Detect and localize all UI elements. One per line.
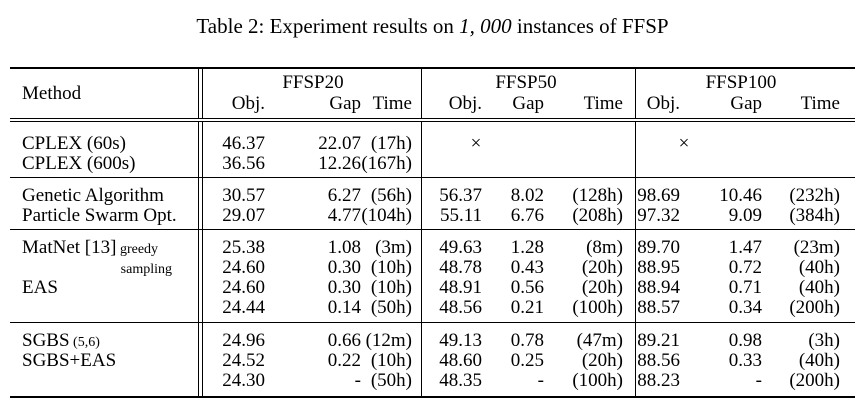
time-cell: (56h) <box>370 185 412 206</box>
obj-cell: 56.37 <box>439 185 482 206</box>
time-cell: (40h) <box>798 257 840 278</box>
obj-cell: 25.38 <box>222 237 265 258</box>
method-variant: sampling <box>120 262 172 277</box>
time-cell: (100h) <box>572 370 623 391</box>
gap-cell: 1.47 <box>728 237 762 258</box>
gap-cell: 0.22 <box>327 350 361 371</box>
gap-cell: 0.71 <box>728 277 762 298</box>
obj-cell: 89.21 <box>637 330 680 351</box>
obj-cell: 24.30 <box>222 370 265 391</box>
gap-cell: 1.08 <box>327 237 361 258</box>
time-cell: (50h) <box>370 297 412 318</box>
method-name: Particle Swarm Opt. <box>22 205 177 226</box>
method-label <box>22 186 164 206</box>
time-cell: (384h) <box>789 205 840 226</box>
obj-cell: 24.60 <box>222 257 265 278</box>
gap-cell: 12.26 <box>318 153 361 174</box>
horizontal-rule <box>10 67 855 69</box>
subcol-header-obj: Obj. <box>448 93 482 114</box>
horizontal-rule <box>10 322 855 323</box>
method-name: EAS <box>22 277 58 298</box>
time-cell: (167h) <box>361 153 412 174</box>
gap-cell: 0.78 <box>510 330 544 351</box>
gap-cell: 0.30 <box>327 257 361 278</box>
time-cell: (200h) <box>789 297 840 318</box>
subcol-header-gap: Gap <box>730 93 762 114</box>
method-name: MatNet [13] <box>22 237 117 258</box>
gap-cell: 6.76 <box>510 205 544 226</box>
method-name: SGBS+EAS <box>22 350 117 371</box>
time-cell: (10h) <box>370 277 412 298</box>
gap-cell: 0.14 <box>327 297 361 318</box>
caption-count: 1, 000 <box>459 14 512 38</box>
obj-cell: 36.56 <box>222 153 265 174</box>
obj-cell: 24.96 <box>222 330 265 351</box>
obj-cell: 49.13 <box>439 330 482 351</box>
time-cell: (20h) <box>581 277 623 298</box>
gap-cell: 0.98 <box>728 330 762 351</box>
obj-cell: 55.11 <box>439 205 482 226</box>
gap-cell: - <box>537 370 544 391</box>
obj-cell: 88.95 <box>637 257 680 278</box>
method-label <box>22 206 177 226</box>
gap-cell: 1.28 <box>510 237 544 258</box>
gap-cell: 0.25 <box>510 350 544 371</box>
horizontal-rule <box>10 396 855 398</box>
not-available-mark: × <box>678 133 690 154</box>
time-cell: (20h) <box>581 257 623 278</box>
time-cell: (40h) <box>798 277 840 298</box>
gap-cell: - <box>354 370 361 391</box>
obj-cell: 24.44 <box>222 297 265 318</box>
method-label <box>22 154 135 174</box>
method-name: Genetic Algorithm <box>22 185 164 206</box>
time-cell: (40h) <box>798 350 840 371</box>
gap-cell: 0.33 <box>728 350 762 371</box>
gap-cell: 9.09 <box>728 205 762 226</box>
obj-cell: 29.07 <box>222 205 265 226</box>
horizontal-rule <box>10 229 855 230</box>
time-cell: (104h) <box>361 205 412 226</box>
time-cell: (50h) <box>370 370 412 391</box>
gap-cell: 0.30 <box>327 277 361 298</box>
subcol-header-time: Time <box>372 93 412 114</box>
gap-cell: 10.46 <box>719 185 762 206</box>
obj-cell: 30.57 <box>222 185 265 206</box>
time-cell: (23m) <box>793 237 840 258</box>
gap-cell: 0.34 <box>728 297 762 318</box>
time-cell: (8m) <box>586 237 623 258</box>
method-header: Method <box>22 83 82 104</box>
method-label <box>22 351 116 371</box>
table-caption <box>0 14 865 39</box>
time-cell: (3h) <box>808 330 840 351</box>
vertical-rule <box>635 122 636 177</box>
obj-cell: 46.37 <box>222 133 265 154</box>
method-name: CPLEX (60s) <box>22 133 126 154</box>
obj-cell: 24.52 <box>222 350 265 371</box>
time-cell: (208h) <box>572 205 623 226</box>
gap-cell: 0.72 <box>728 257 762 278</box>
subcol-header-time: Time <box>800 93 840 114</box>
obj-cell: 89.70 <box>637 237 680 258</box>
method-name: CPLEX (600s) <box>22 153 136 174</box>
horizontal-rule <box>10 177 855 178</box>
gap-cell: 0.43 <box>510 257 544 278</box>
obj-cell: 48.56 <box>439 297 482 318</box>
not-available-mark: × <box>470 133 482 154</box>
obj-cell: 48.91 <box>439 277 482 298</box>
obj-cell: 88.23 <box>637 370 680 391</box>
group-header-ffsp50: FFSP50 <box>495 72 557 93</box>
gap-cell: 8.02 <box>510 185 544 206</box>
obj-cell: 48.60 <box>439 350 482 371</box>
obj-cell: 97.32 <box>637 205 680 226</box>
obj-cell: 88.56 <box>637 350 680 371</box>
subcol-header-gap: Gap <box>512 93 544 114</box>
caption-suffix: instances of FFSP <box>511 14 669 38</box>
gap-cell: 6.27 <box>327 185 361 206</box>
time-cell: (3m) <box>375 237 412 258</box>
obj-cell: 24.60 <box>222 277 265 298</box>
time-cell: (20h) <box>581 350 623 371</box>
subcol-header-obj: Obj. <box>646 93 680 114</box>
gap-cell: 0.66 <box>327 330 361 351</box>
time-cell: (12m) <box>365 330 412 351</box>
obj-cell: 48.78 <box>439 257 482 278</box>
method-variant: greedy <box>116 242 159 257</box>
vertical-rule <box>421 122 422 177</box>
time-cell: (10h) <box>370 350 412 371</box>
obj-cell: 48.35 <box>439 370 482 391</box>
caption-prefix: Table 2: Experiment results on <box>196 14 460 38</box>
method-variant: (5,6) <box>69 335 100 350</box>
subcol-header-time: Time <box>583 93 623 114</box>
method-label <box>22 134 126 154</box>
obj-cell: 88.57 <box>637 297 680 318</box>
time-cell: (100h) <box>572 297 623 318</box>
gap-cell: 0.56 <box>510 277 544 298</box>
gap-cell: 4.77 <box>327 205 361 226</box>
obj-cell: 98.69 <box>637 185 680 206</box>
gap-cell: 0.21 <box>510 297 544 318</box>
subcol-header-obj: Obj. <box>231 93 265 114</box>
time-cell: (128h) <box>572 185 623 206</box>
obj-cell: 88.94 <box>637 277 680 298</box>
group-header-ffsp20: FFSP20 <box>282 72 344 93</box>
obj-cell: 49.63 <box>439 237 482 258</box>
group-header-ffsp100: FFSP100 <box>705 72 777 93</box>
time-cell: (17h) <box>370 133 412 154</box>
time-cell: (47m) <box>576 330 623 351</box>
time-cell: (10h) <box>370 257 412 278</box>
time-cell: (200h) <box>789 370 840 391</box>
gap-cell: - <box>755 370 762 391</box>
time-cell: (232h) <box>789 185 840 206</box>
method-label <box>22 278 58 298</box>
horizontal-rule <box>10 121 855 122</box>
horizontal-rule <box>10 118 855 119</box>
subcol-header-gap: Gap <box>329 93 361 114</box>
method-label <box>22 238 158 260</box>
gap-cell: 22.07 <box>318 133 361 154</box>
method-name: SGBS <box>22 330 70 351</box>
